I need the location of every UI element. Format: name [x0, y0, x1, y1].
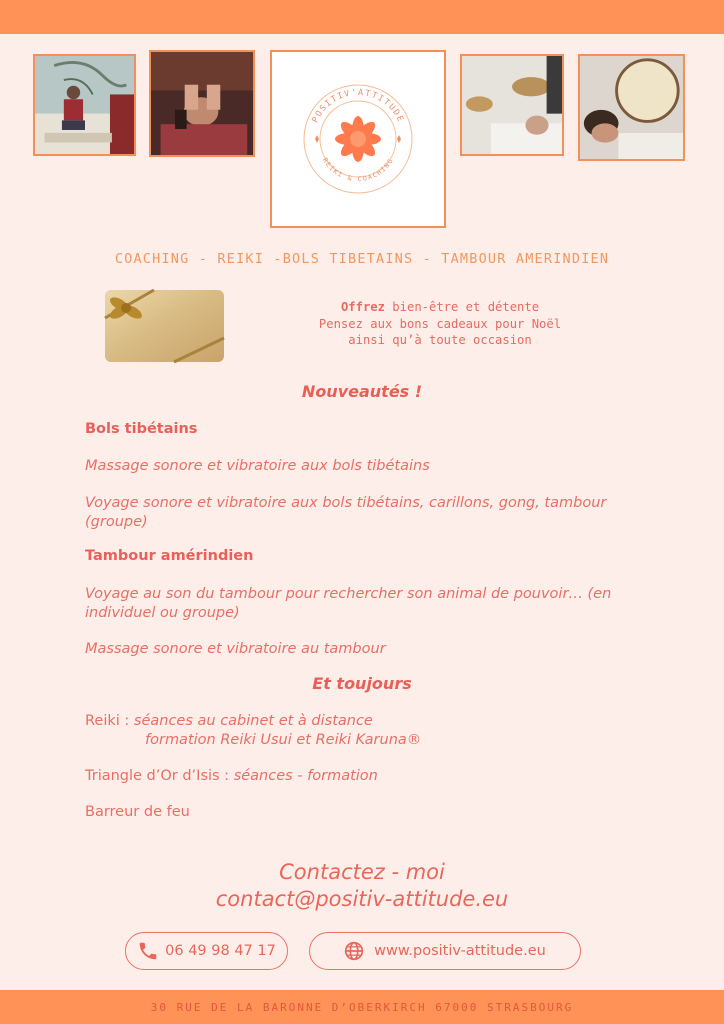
tambour-title: Tambour amérindien	[85, 548, 254, 564]
globe-icon	[344, 941, 364, 961]
always-section-title: Et toujours	[312, 674, 412, 693]
contact-title: Contactez - moi	[279, 860, 445, 884]
barreur-line: Barreur de feu	[85, 804, 190, 820]
website-url: www.positiv-attitude.eu	[374, 943, 546, 959]
triangle-label: Triangle d’Or d’Isis :	[85, 768, 234, 784]
offer-line3: ainsi qu’à toute occasion	[348, 333, 532, 347]
top-banner	[0, 0, 724, 34]
phone-number: 06 49 98 47 17	[165, 943, 276, 959]
tambour-item-2: Massage sonore et vibratoire au tambour	[85, 641, 386, 657]
phone-button[interactable]	[125, 932, 288, 970]
logo-top-text: POSITIV'ATTITUDE	[310, 87, 406, 125]
gift-card-image	[104, 288, 226, 364]
bols-title: Bols tibétains	[85, 421, 198, 437]
footer-address: 30 RUE DE LA BARONNE D’OBERKIRCH 67000 STRASBOURG	[150, 1000, 574, 1014]
offer-bold: Offrez	[340, 300, 385, 314]
phone-icon	[137, 940, 159, 962]
contact-email[interactable]: contact@positiv-attitude.eu	[215, 887, 509, 911]
brand-logo	[270, 50, 446, 228]
gift-offer-text	[255, 299, 625, 349]
tambour-item-1: Voyage au son du tambour pour rechercher son animal de pouvoir… (en individuel ou groupe)	[85, 586, 612, 621]
photo-singing-bowls	[460, 54, 564, 156]
reiki-line-2-row	[145, 731, 421, 750]
services-tagline: COACHING - REIKI -BOLS TIBETAINS - TAMBOUR AMERINDIEN	[114, 251, 610, 267]
reiki-label: Reiki :	[85, 713, 134, 729]
reiki-line	[85, 712, 373, 731]
photo-practitioner-room	[33, 54, 136, 156]
photo-drum-session	[578, 54, 685, 161]
website-button[interactable]	[309, 932, 581, 970]
new-section-title: Nouveautés !	[301, 382, 423, 401]
triangle-line	[85, 767, 378, 786]
reiki-line-2: formation Reiki Usui et Reiki Karuna®	[145, 732, 422, 748]
lotus-icon	[298, 79, 418, 199]
offer-line1: bien-être et détente	[384, 300, 540, 314]
footer-banner	[0, 990, 724, 1024]
bols-item-2: Voyage sonore et vibratoire aux bols tibétains, carillons, gong, tambour (groupe)	[85, 495, 607, 530]
photo-reiki-session	[149, 50, 255, 157]
offer-line2: Pensez aux bons cadeaux pour Noël	[318, 316, 562, 331]
reiki-line-1: séances au cabinet et à distance	[133, 713, 373, 729]
bols-item-1: Massage sonore et vibratoire aux bols tibétains	[85, 458, 430, 474]
triangle-value: séances - formation	[233, 768, 378, 784]
logo-bottom-text: REIKI & COACHING	[320, 156, 396, 184]
